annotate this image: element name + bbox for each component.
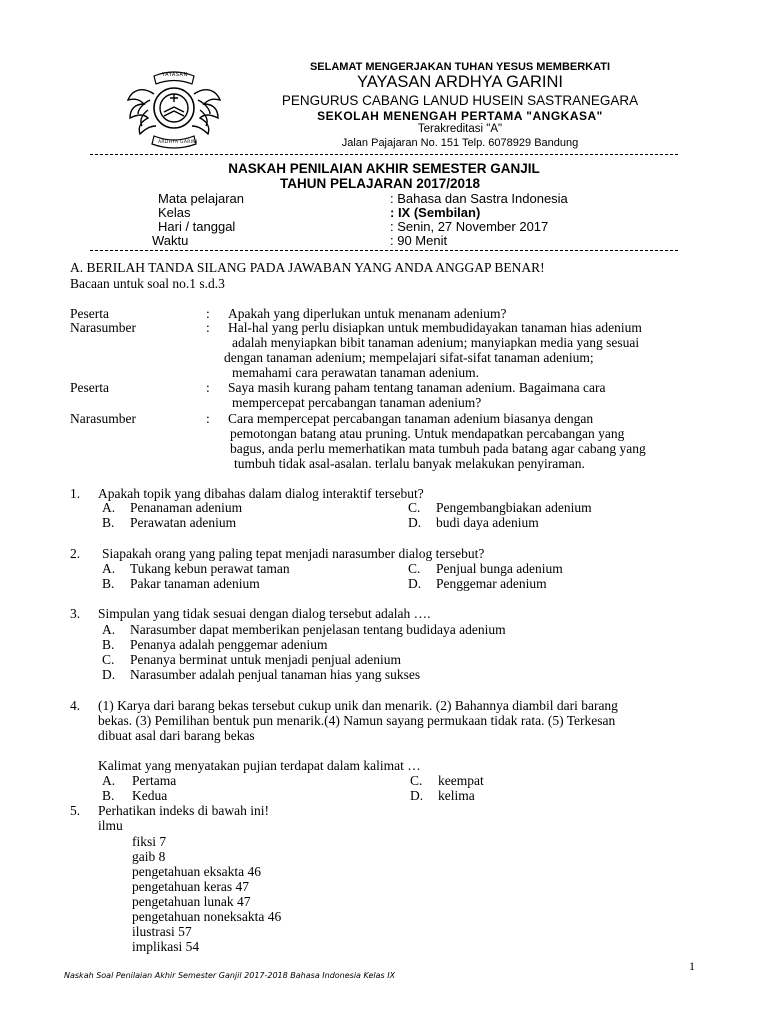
dialog-line: adalah menyiapkan bibit tanaman adenium; manyiapkan media yang sesuai	[232, 335, 640, 350]
question-text: Perhatikan indeks di bawah ini!	[98, 803, 269, 818]
dialog-colon: :	[206, 380, 210, 395]
index-entry: pengetahuan lunak 47	[132, 894, 251, 909]
option-text: Pakar tanaman adenium	[130, 576, 260, 591]
option-letter: D.	[410, 788, 424, 803]
dialog-line: Hal-hal yang perlu disiapkan untuk membudidayakan tanaman hias adenium	[228, 320, 642, 335]
option-text: Penjual bunga adenium	[436, 561, 563, 576]
option-text: Pertama	[132, 773, 177, 788]
question-text: Apakah topik yang dibahas dalam dialog interaktif tersebut?	[98, 486, 424, 501]
question-line: bekas. (3) Pemilihan bentuk pun menarik.(4) Namun sayang permukaan tidak rata. (5) Terkesan	[98, 713, 616, 728]
info-value-date: : Senin, 27 November 2017	[390, 219, 549, 234]
option-letter: B.	[102, 515, 115, 530]
option-letter: B.	[102, 788, 115, 803]
instruction-heading: A. BERILAH TANDA SILANG PADA JAWABAN YANG ANDA ANGGAP BENAR!	[70, 260, 545, 275]
index-entry: ilustrasi 57	[132, 924, 192, 939]
dialog-line: memahami cara perawatan tanaman adenium.	[232, 365, 480, 380]
option-letter: D.	[408, 576, 422, 591]
option-text: Penanya berminat untuk menjadi penjual adenium	[130, 652, 402, 667]
option-text: Penggemar adenium	[436, 576, 547, 591]
option-text: Kedua	[132, 788, 168, 803]
exam-year: TAHUN PELAJARAN 2017/2018	[279, 176, 481, 191]
logo-bottom-text: ARDHYA GARINI	[158, 140, 198, 145]
info-label-time: Waktu	[152, 233, 189, 248]
exam-title: NASKAH PENILAIAN AKHIR SEMESTER GANJIL	[228, 161, 540, 176]
info-value-subject: : Bahasa dan Sastra Indonesia	[390, 191, 568, 206]
option-text: Tukang kebun perawat taman	[130, 561, 290, 576]
reading-note: Bacaan untuk soal no.1 s.d.3	[70, 276, 225, 291]
question-number: 3.	[70, 606, 81, 621]
footer-caption: Naskah Soal Penilaian Akhir Semester Ganjil 2017-2018 Bahasa Indonesia Kelas IX	[64, 971, 396, 980]
option-text: Narasumber adalah penjual tanaman hias yang sukses	[130, 667, 421, 682]
option-letter: C.	[408, 561, 421, 576]
question-number: 2.	[70, 546, 81, 561]
index-entry: pengetahuan eksakta 46	[132, 864, 261, 879]
option-text: Penanya adalah penggemar adenium	[130, 637, 328, 652]
dialog-speaker: Narasumber	[70, 320, 136, 335]
dialog-colon: :	[206, 320, 210, 335]
index-entry: gaib 8	[132, 849, 166, 864]
foundation-name: YAYASAN ARDHYA GARINI	[356, 73, 563, 91]
dialog-speaker: Peserta	[70, 380, 109, 395]
dialog-colon: :	[206, 411, 210, 426]
option-text: kelima	[438, 788, 475, 803]
question-prompt: Kalimat yang menyatakan pujian terdapat dalam kalimat …	[98, 758, 421, 773]
option-letter: D.	[408, 515, 422, 530]
info-label-subject: Mata pelajaran	[158, 191, 244, 206]
school-address: Jalan Pajajaran No. 151 Telp. 6078929 Bandung	[341, 137, 579, 149]
info-value-class: : IX (Sembilan)	[390, 205, 481, 220]
option-letter: B.	[102, 576, 115, 591]
option-text: budi daya adenium	[436, 515, 539, 530]
index-entry: fiksi 7	[132, 834, 167, 849]
option-text: Perawatan adenium	[130, 515, 237, 530]
dialog-line: Saya masih kurang paham tentang tanaman adenium. Bagaimana cara	[228, 380, 606, 395]
dialog-line: Apakah yang diperlukan untuk menanam adenium?	[228, 306, 507, 321]
option-letter: C.	[408, 500, 421, 515]
question-number: 5.	[70, 803, 81, 818]
option-letter: A.	[102, 622, 116, 637]
question-number: 4.	[70, 698, 81, 713]
logo-top-text: YAYASAN	[162, 72, 188, 78]
question-line: (1) Karya dari barang bekas tersebut cukup unik dan menarik. (2) Bahannya diambil dari barang	[98, 698, 618, 713]
info-value-time: : 90 Menit	[390, 233, 448, 248]
dialog-line: bagus, anda perlu memerhatikan mata tumbuh pada batang agar cabang yang	[230, 441, 646, 456]
separator-bottom	[90, 246, 678, 251]
question-text: Simpulan yang tidak sesuai dengan dialog tersebut adalah ….	[98, 606, 431, 621]
dialog-line: pemotongan batang atau pruning. Untuk mendapatkan percabangan yang	[230, 426, 625, 441]
index-entry: implikasi 54	[132, 939, 200, 954]
option-text: Narasumber dapat memberikan penjelasan tentang budidaya adenium	[130, 622, 506, 637]
info-label-class: Kelas	[158, 205, 191, 220]
dialog-colon: :	[206, 306, 210, 321]
option-text: Penanaman adenium	[130, 500, 243, 515]
dialog-speaker: Peserta	[70, 306, 109, 321]
question-text: Siapakah orang yang paling tepat menjadi narasumber dialog tersebut?	[102, 546, 485, 561]
option-letter: B.	[102, 637, 115, 652]
accreditation: Terakreditasi "A"	[417, 123, 503, 135]
dialog-line: tumbuh tidak asal-asalan. terlalu banyak melakukan penyiraman.	[234, 456, 585, 471]
school-name: SEKOLAH MENENGAH PERTAMA "ANGKASA"	[317, 109, 603, 123]
option-letter: A.	[102, 561, 116, 576]
question-line: dibuat asal dari barang bekas	[98, 728, 255, 743]
index-entry: pengetahuan noneksakta 46	[132, 909, 282, 924]
dialog-line: Cara mempercepat percabangan tanaman adenium biasanya dengan	[228, 411, 594, 426]
option-letter: A.	[102, 500, 116, 515]
dialog-line: mempercepat percabangan tanaman adenium?	[232, 395, 482, 410]
option-letter: D.	[102, 667, 116, 682]
page-number: 1	[689, 959, 695, 973]
info-label-date: Hari / tanggal	[158, 219, 236, 234]
option-letter: C.	[102, 652, 115, 667]
greeting-line: SELAMAT MENGERJAKAN TUHAN YESUS MEMBERKATI	[309, 61, 611, 73]
option-letter: A.	[102, 773, 116, 788]
option-letter: C.	[410, 773, 423, 788]
question-number: 1.	[70, 486, 81, 501]
dialog-line: dengan tanaman adenium; mempelajari sifat-sifat tanaman adenium;	[224, 350, 594, 365]
branch-name: PENGURUS CABANG LANUD HUSEIN SASTRANEGARA	[281, 93, 639, 108]
option-text: keempat	[438, 773, 484, 788]
dialog-speaker: Narasumber	[70, 411, 136, 426]
option-text: Pengembangbiakan adenium	[436, 500, 592, 515]
separator-top	[90, 150, 678, 155]
index-entry: pengetahuan keras 47	[132, 879, 249, 894]
index-heading: ilmu	[98, 818, 123, 833]
